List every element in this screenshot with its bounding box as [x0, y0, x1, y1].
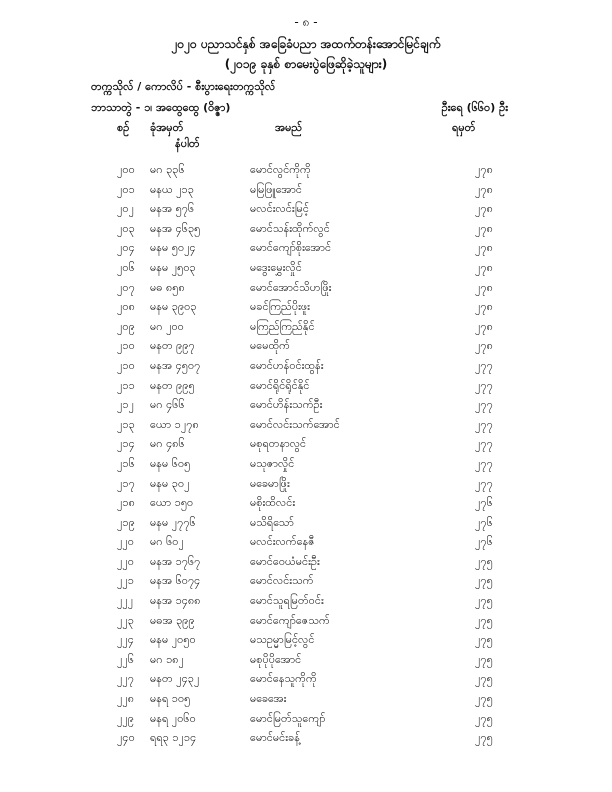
row-serial: ၂၁၂ [117, 398, 134, 412]
row-serial: ၂၀၆ [117, 260, 135, 274]
table-row [0, 532, 612, 552]
row-roll-number: မနမ ၆၀၅ [150, 456, 191, 470]
row-serial: ၂၁၈ [117, 496, 135, 510]
row-marks: ၂၇၅ [475, 672, 493, 686]
table-row [0, 552, 612, 572]
row-serial: ၂၂၈ [117, 692, 135, 706]
row-roll-number: မနအ ၁၇၆၇ [150, 554, 201, 568]
row-serial: ၂၀၉ [117, 319, 135, 333]
table-row [0, 493, 612, 513]
row-marks: ၂၇၈ [475, 319, 493, 333]
row-name: မခေအေး [250, 692, 287, 706]
row-marks: ၂၇၈ [475, 339, 493, 353]
row-name: မောင်ကျော်စိုးအောင် [250, 241, 332, 255]
row-marks: ၂၇၇ [475, 476, 493, 490]
row-marks: ၂၇၈ [475, 260, 493, 274]
table-row [0, 591, 612, 611]
row-name: မခေမာဖြိုး [250, 476, 290, 490]
row-name: မသုဇာလှိုင် [250, 456, 295, 470]
university-line: တက္ကသိုလ် / ကောလိပ် - စီးပွားရေးတက္ကသိုလ် [91, 80, 276, 93]
table-row [0, 669, 612, 689]
row-roll-number: မနအ ၄၅၀၇ [150, 358, 201, 372]
row-name: မကြည်ကြည်နိုင် [250, 319, 315, 333]
row-name: မောင်နေသူကိုကို [250, 672, 317, 686]
row-roll-number: မနရ ၁၀၅ [150, 692, 191, 706]
row-marks: ၂၇၅ [475, 731, 493, 745]
page-title: ၂၀၂၀ ပညာသင်နှစ် အခြေခံပညာ အထက်တန်းအောင်မြင်ချက် [171, 37, 441, 51]
table-row [0, 513, 612, 533]
row-roll-number: မဂ ၃၃၆ [150, 163, 185, 176]
table-row [0, 728, 612, 748]
row-roll-number: မနအ ၆၀၇၄ [150, 574, 201, 588]
row-roll-number: မနမ ၃၀၂ [150, 476, 190, 490]
row-name: မောင်ဟန်ဝင်းထွန်း [250, 358, 324, 372]
row-name: မသိရိသော် [250, 515, 294, 529]
row-name: မောင်ကျော်ဇေသက် [250, 613, 330, 627]
row-name: မောင်ဟိန်းသက်ဦး [250, 398, 323, 412]
row-serial: ၂၀၂ [117, 202, 134, 216]
table-row [0, 180, 612, 200]
row-name: မောင်လွင်ကိုကို [250, 163, 311, 176]
row-marks: ၂၇၅ [475, 633, 493, 647]
row-name: မသဥမ္မာမြင့်လွင် [250, 633, 315, 647]
row-serial: ၂၁၄ [117, 437, 135, 451]
row-serial: ၂၂၀ [117, 535, 134, 549]
results-table [0, 160, 612, 748]
row-roll-number: မနအ ၄၆၃၅ [150, 221, 201, 235]
row-marks: ၂၇၈ [475, 300, 493, 314]
row-roll-number: ယော ၁၂၇၈ [150, 417, 199, 431]
row-roll-number: ယော ၁၅၀ [150, 496, 194, 510]
table-row [0, 160, 612, 180]
row-marks: ၂၇၅ [475, 652, 493, 666]
header-name: အမည် [275, 121, 303, 134]
table-row [0, 258, 612, 278]
row-serial: ၂၀၃ [117, 221, 135, 235]
row-marks: ၂၇၈ [475, 221, 493, 235]
table-row [0, 434, 612, 454]
row-serial: ၂၁၇ [117, 476, 135, 490]
row-name: မဒွေးမွှေးလှိုင် [250, 260, 302, 274]
row-marks: ၂၇၈ [475, 163, 493, 176]
table-row [0, 650, 612, 670]
row-marks: ၂၇၇ [475, 398, 493, 412]
row-serial: ၂၂၇ [117, 672, 134, 686]
table-row [0, 395, 612, 415]
row-serial: ၂၂၆ [117, 652, 134, 666]
row-name: မမေထိုက် [250, 339, 290, 353]
header-roll-number: ခုံအမှတ် [150, 121, 184, 134]
row-roll-number: မဂ ၁၈၂ [150, 652, 184, 666]
row-marks: ၂၇၇ [475, 417, 493, 431]
row-name: မောင်ဝေယံမင်းဦး [250, 554, 320, 568]
row-serial: ၂၀၇ [117, 280, 135, 294]
table-row [0, 689, 612, 709]
row-name: မောင်သန်းထိုက်လွင် [250, 221, 330, 235]
row-serial: ၂၁၉ [117, 515, 135, 529]
table-row [0, 709, 612, 729]
row-roll-number: မနမ ၂၇၇၆ [150, 515, 196, 529]
row-roll-number: မဓ ၈၅၈ [150, 280, 185, 294]
row-name: မောင်သူရမြတ်ဝင်း [250, 594, 324, 608]
row-serial: ၂၁၀ [117, 339, 135, 353]
row-roll-number: မနတ ၂၄၃၂ [150, 672, 200, 686]
row-name: မစိုးထိလင်း [250, 496, 296, 510]
row-roll-number: မနမ ၅၀၂၄ [150, 241, 196, 255]
row-name: မောင်အောင်သိဟဖြိုး [250, 280, 332, 294]
row-serial: ၂၀၄ [117, 241, 135, 255]
row-serial: ၂၂၉ [117, 711, 134, 725]
row-roll-number: ရရ၃ ၁၂၁၄ [150, 731, 197, 745]
row-name: မောင်ရိုင်ရိုင်နိုင် [250, 378, 310, 392]
table-row [0, 474, 612, 494]
row-name: မောင်လင်းသက် [250, 574, 314, 588]
row-marks: ၂၇၅ [475, 692, 493, 706]
page-subtitle: (၂၀၁၉ ခုနှစ် စာမေးပွဲဖြေဆိုခဲ့သူများ) [224, 57, 388, 71]
row-serial: ၂၂၁ [117, 574, 134, 588]
row-roll-number: မနအ ၁၄၈၈ [150, 594, 201, 608]
row-name: မလင်းလင်းမြင့် [250, 202, 309, 216]
row-roll-number: မဓအ ၃၉၉ [150, 613, 195, 627]
table-row [0, 571, 612, 591]
table-row [0, 356, 612, 376]
row-roll-number: မနမ ၃၉၀၃ [150, 300, 197, 314]
row-serial: ၂၄၀ [117, 731, 135, 745]
row-marks: ၂၇၇ [475, 378, 493, 392]
row-marks: ၂၇၇ [475, 358, 493, 372]
header-marks: ရမှတ် [452, 121, 476, 134]
row-marks: ၂၇၈ [475, 202, 493, 216]
row-marks: ၂၇၅ [475, 594, 493, 608]
row-marks: ၂၇၅ [475, 554, 493, 568]
table-row [0, 376, 612, 396]
table-row [0, 317, 612, 337]
row-roll-number: မဂ ၄၈၆ [150, 437, 185, 451]
row-roll-number: မနတ ၉၉၅ [150, 378, 195, 392]
row-marks: ၂၇၈ [475, 280, 493, 294]
page-number: - ၈ - [294, 15, 318, 29]
table-row [0, 199, 612, 219]
row-marks: ၂၇၇ [475, 437, 493, 451]
row-marks: ၂၇၈ [475, 182, 493, 196]
row-roll-number: မဂ ၄၆၆ [150, 398, 185, 412]
header-roll-number-sub: နံပါတ် [175, 137, 200, 150]
row-roll-number: မနတ ၉၉၇ [150, 339, 195, 353]
row-serial: ၂၁၆ [117, 456, 135, 470]
row-marks: ၂၇၅ [475, 711, 493, 725]
row-marks: ၂၇၆ [475, 535, 493, 549]
row-roll-number: မနမ ၂၅၀၃ [150, 260, 196, 274]
row-roll-number: မနမ ၂၀၅၀ [150, 633, 196, 647]
row-name: မောင်မြတ်သူကျော် [250, 711, 326, 725]
table-row [0, 415, 612, 435]
row-marks: ၂၇၈ [475, 241, 493, 255]
row-marks: ၂၇၆ [475, 515, 493, 529]
row-roll-number: မနအ ၅၇၆ [150, 202, 195, 216]
student-count: ဦးရေ (၆၆၀) ဦး [441, 101, 508, 114]
row-name: မောင်မင်းခန့် [250, 731, 300, 745]
table-row [0, 278, 612, 298]
row-serial: ၂၂၄ [117, 633, 134, 647]
table-row [0, 630, 612, 650]
row-serial: ၂၂၀ [117, 554, 134, 568]
table-row [0, 238, 612, 258]
row-roll-number: မဂ ၆၀၂ [150, 535, 184, 549]
header-serial: စဉ် [117, 121, 130, 134]
row-serial: ၂၀၀ [117, 163, 135, 176]
row-name: မမြဖြူအောင် [250, 182, 302, 196]
row-roll-number: မဂ ၂၀၀ [150, 319, 184, 333]
row-name: မခင်ကြည်ပိုးဖူး [250, 300, 310, 314]
row-marks: ၂၇၅ [475, 574, 493, 588]
table-row [0, 219, 612, 239]
row-serial: ၂၂၂ [117, 594, 134, 608]
row-serial: ၂၀၈ [117, 300, 135, 314]
row-marks: ၂၇၅ [475, 613, 493, 627]
row-name: မစုပိုပိုအောင် [250, 652, 302, 666]
row-serial: ၂၂၃ [117, 613, 134, 627]
row-serial: ၂၀၁ [117, 182, 135, 196]
row-marks: ၂၇၇ [475, 456, 493, 470]
table-row [0, 336, 612, 356]
table-row [0, 611, 612, 631]
subject-line: ဘာသာတွဲ - ၁၊ အထွေထွေ (ဝိဇ္ဇာ) [91, 101, 231, 114]
row-serial: ၂၁၁ [117, 378, 135, 392]
row-roll-number: မနရ ၂၀၆၀ [150, 711, 196, 725]
row-name: မောင်လင်းသက်အောင် [250, 417, 340, 431]
table-row [0, 454, 612, 474]
row-marks: ၂၇၆ [475, 496, 493, 510]
row-serial: ၂၁၀ [117, 358, 135, 372]
row-serial: ၂၁၃ [117, 417, 135, 431]
table-row [0, 297, 612, 317]
row-roll-number: မနယ ၂၁၃ [150, 182, 194, 196]
row-name: မလင်းလက်နေဇီ [250, 535, 315, 549]
row-name: မစုရတနာလွင် [250, 437, 307, 451]
